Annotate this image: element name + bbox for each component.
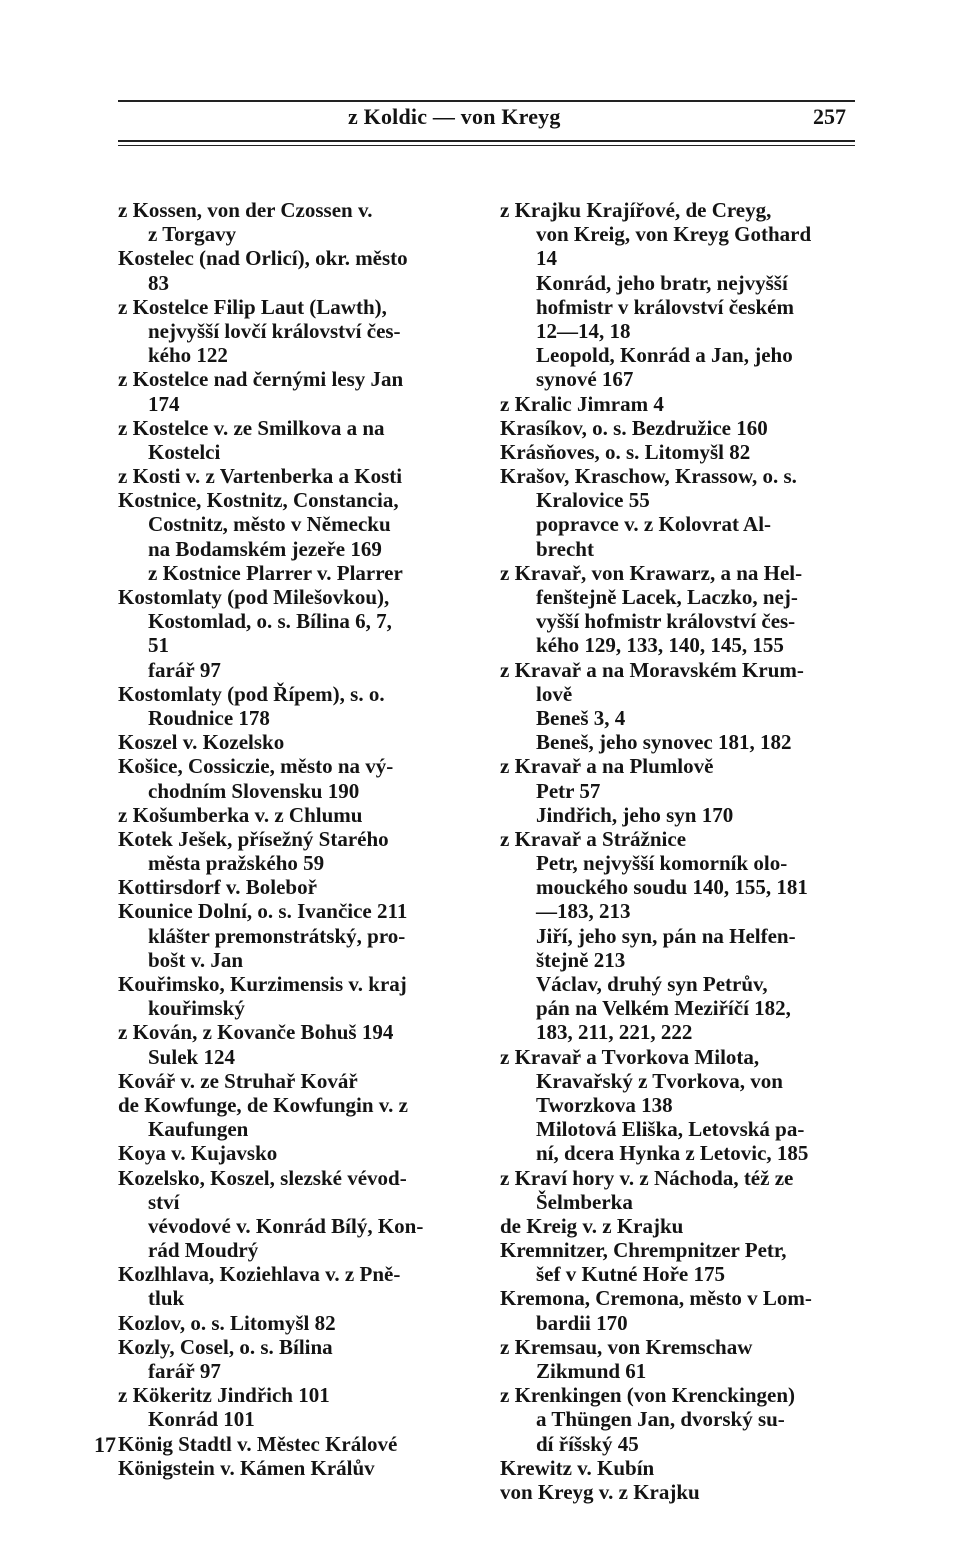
index-line: farář 97 (148, 657, 221, 682)
index-line: lově (536, 681, 573, 706)
running-header: z Koldic — von Kreyg (348, 104, 561, 129)
index-line: Kaufungen (148, 1117, 249, 1142)
index-line: Petr, nejvyšší komorník olo- (536, 851, 788, 876)
printer-signature: 17 (94, 1432, 116, 1457)
index-line: ní, dcera Hynka z Letovic, 185 (536, 1141, 809, 1166)
index-line: bošt v. Jan (148, 947, 244, 972)
index-line: Kozelsko, Koszel, slezské vévod- (118, 1165, 407, 1190)
index-line: König Stadtl v. Městec Králové (118, 1431, 398, 1456)
index-line: Kostomlaty (pod Milešovkou), (118, 585, 390, 609)
index-line: —183, 213 (536, 899, 631, 924)
index-line: Milotová Eliška, Letovská pa- (536, 1117, 805, 1142)
index-line: 183, 211, 221, 222 (536, 1020, 693, 1045)
index-line: Václav, druhý syn Petrův, (536, 972, 768, 996)
index-line: Kremona, Cremona, město v Lom- (500, 1286, 812, 1311)
index-line: Leopold, Konrád a Jan, jeho (536, 343, 793, 368)
index-line: vévodové v. Konrád Bílý, Kon- (148, 1213, 424, 1238)
index-line: kouřimský (148, 996, 245, 1021)
index-line: Kostnice, Kostnitz, Constancia, (118, 488, 399, 513)
index-line: Konrád, jeho bratr, nejvyšší (536, 270, 788, 295)
index-line: vyšší hofmistr království čes- (536, 609, 796, 634)
index-line: Kostelec (nad Orlicí), okr. město (118, 246, 408, 271)
index-line: mouckého soudu 140, 155, 181 (536, 875, 808, 900)
index-line: z Kökeritz Jindřich 101 (118, 1383, 330, 1408)
index-column-right (500, 198, 860, 1504)
index-line: Costnitz, město v Německu (148, 512, 391, 537)
index-line: Tworzkova 138 (536, 1092, 673, 1117)
index-line: Kovář v. ze Struhař Kovář (118, 1068, 358, 1093)
index-line: 12—14, 18 (536, 318, 631, 343)
index-line: a Thüngen Jan, dvorský su- (536, 1407, 785, 1432)
index-line: z Kostelce v. ze Smilkova a na (118, 415, 385, 440)
index-line: rád Moudrý (148, 1238, 259, 1263)
index-line: von Kreyg v. z Krajku (500, 1479, 700, 1504)
index-line: Beneš, jeho synovec 181, 182 (536, 730, 792, 755)
header-rule-bottom-thin (118, 145, 855, 146)
index-line: 14 (536, 246, 557, 271)
index-line: 174 (148, 391, 180, 416)
index-line: z Kostelce nad černými lesy Jan (118, 367, 404, 392)
index-line: dí říšský 45 (536, 1431, 639, 1456)
index-line: Kostomlaty (pod Řípem), s. o. (118, 681, 385, 706)
index-line: synové 167 (536, 367, 634, 392)
index-line: z Kravař, von Krawarz, a na Hel- (500, 560, 803, 585)
index-line: z Torgavy (148, 222, 237, 247)
index-line: Sulek 124 (148, 1044, 235, 1069)
index-line: Jiří, jeho syn, pán na Helfen- (536, 923, 796, 948)
index-line: Krewitz v. Kubín (500, 1455, 655, 1480)
index-line: Kozlov, o. s. Litomyšl 82 (118, 1310, 336, 1335)
index-line: z Kremsau, von Kremschaw (500, 1334, 753, 1359)
index-line: Koszel v. Kozelsko (118, 730, 285, 755)
index-line: Kostomlad, o. s. Bílina 6, 7, (148, 609, 392, 634)
index-line: kého 122 (148, 343, 228, 368)
index-line: popravce v. z Kolovrat Al- (536, 512, 772, 537)
index-line: Kottirsdorf v. Boleboř (118, 875, 317, 900)
index-line: 83 (148, 270, 169, 295)
index-line: nejvyšší lovčí království čes- (148, 318, 401, 343)
index-line: von Kreig, von Kreyg Gothard (536, 222, 812, 247)
index-line: ství (148, 1189, 180, 1214)
index-line: Zikmund 61 (536, 1359, 647, 1383)
index-line: Kotek Ješek, přísežný Starého (118, 826, 389, 851)
index-line: de Kreig v. z Krajku (500, 1213, 684, 1238)
index-line: tluk (148, 1286, 185, 1311)
index-line: Jindřich, jeho syn 170 (536, 802, 734, 827)
index-line: Krašov, Kraschow, Krassow, o. s. (500, 464, 797, 489)
index-line: šef v Kutné Hoře 175 (536, 1262, 725, 1287)
index-line: Kostelci (148, 439, 221, 464)
index-line: klášter premonstrátský, pro- (148, 923, 406, 948)
index-line: z Kostnice Plarrer v. Plarrer (148, 560, 403, 585)
index-line: Košice, Cossiczie, město na vý- (118, 754, 394, 779)
index-line: pán na Velkém Meziříčí 182, (536, 996, 791, 1021)
index-line: z Kosti v. z Vartenberka a Kosti (118, 464, 403, 489)
page-number: 257 (813, 104, 846, 129)
index-line: brecht (536, 536, 594, 561)
index-line: Kozlhlava, Koziehlava v. z Pně- (118, 1262, 401, 1287)
index-line: z Kraví hory v. z Náchoda, též ze (500, 1165, 794, 1190)
index-line: Königstein v. Kámen Králův (118, 1455, 375, 1480)
index-line: Kounice Dolní, o. s. Ivančice 211 (118, 899, 408, 924)
index-line: hofmistr v království českém (536, 294, 794, 319)
index-line: kého 129, 133, 140, 145, 155 (536, 633, 784, 658)
header-rule-bottom (118, 140, 855, 142)
index-line: Krasíkov, o. s. Bezdružice 160 (500, 415, 768, 440)
index-line: farář 97 (148, 1359, 221, 1383)
index-line: z Kravař a Strážnice (500, 826, 687, 851)
index-line: 51 (148, 633, 169, 658)
index-line: z Kostelce Filip Laut (Lawth), (118, 294, 387, 319)
index-line: chodním Slovensku 190 (148, 778, 360, 803)
index-line: z Kravař a Tvorkova Milota, (500, 1044, 760, 1069)
header-rule-top (118, 100, 855, 102)
index-line: bardii 170 (536, 1310, 628, 1335)
index-line: z Kován, z Kovanče Bohuš 194 (118, 1020, 394, 1045)
index-line: Krásňoves, o. s. Litomyšl 82 (500, 439, 751, 464)
index-line: z Košumberka v. z Chlumu (118, 802, 363, 827)
index-line: z Krenkingen (von Krenckingen) (500, 1383, 795, 1408)
index-line: Kremnitzer, Chrempnitzer Petr, (500, 1238, 787, 1263)
index-line: z Kralic Jimram 4 (500, 391, 664, 416)
index-line: Roudnice 178 (148, 705, 270, 730)
index-line: Koya v. Kujavsko (118, 1141, 278, 1166)
index-line: Beneš 3, 4 (536, 705, 626, 730)
index-line: de Kowfunge, de Kowfungin v. z (118, 1092, 408, 1117)
index-column-left (118, 198, 480, 1480)
index-line: Šelmberka (536, 1189, 633, 1214)
index-line: z Kravař a na Moravském Krum- (500, 657, 804, 682)
index-line: Kralovice 55 (536, 488, 650, 513)
index-line: z Kossen, von der Czossen v. (118, 198, 373, 222)
index-line: Petr 57 (536, 778, 601, 803)
index-line: města pražského 59 (148, 851, 325, 876)
index-line: fenštejně Lacek, Laczko, nej- (536, 585, 798, 609)
index-line: štejně 213 (536, 947, 626, 972)
index-line: Konrád 101 (148, 1407, 255, 1432)
index-line: z Kravař a na Plumlově (500, 754, 714, 779)
index-line: na Bodamském jezeře 169 (148, 536, 382, 561)
index-line: Kravařský z Tvorkova, von (536, 1068, 783, 1093)
index-line: Kouřimsko, Kurzimensis v. kraj (118, 972, 407, 996)
index-line: Kozly, Cosel, o. s. Bílina (118, 1334, 333, 1359)
index-line: z Krajku Krajířové, de Creyg, (500, 198, 772, 222)
